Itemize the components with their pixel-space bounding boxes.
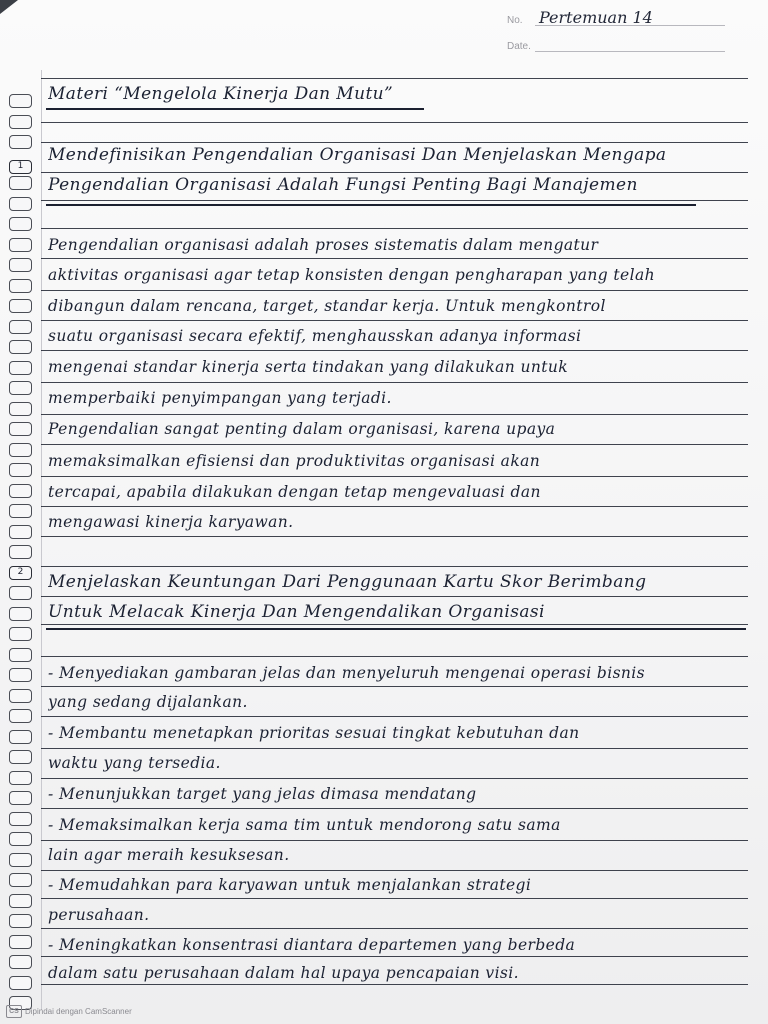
ruled-line xyxy=(41,142,748,143)
ruled-line xyxy=(41,778,748,779)
title-underline xyxy=(46,108,424,110)
ruled-line xyxy=(41,808,748,809)
camscanner-watermark xyxy=(6,1005,132,1018)
binding-ring xyxy=(9,709,32,723)
binding-ring xyxy=(9,894,32,908)
section-1-para-2-line-1: Pengendalian sangat penting dalam organisasi, karena upaya xyxy=(48,420,556,438)
ruled-line xyxy=(41,536,748,537)
binding-ring xyxy=(9,463,32,477)
camscanner-logo-icon: CS xyxy=(6,1005,22,1018)
binding-ring xyxy=(9,115,32,129)
binding-ring xyxy=(9,791,32,805)
ruled-line xyxy=(41,78,748,79)
ruled-line xyxy=(41,414,748,415)
ruled-line xyxy=(41,656,748,657)
ruled-line xyxy=(41,172,748,173)
ruled-line xyxy=(41,624,748,625)
section-1-para-1-line-5: mengenai standar kinerja serta tindakan yang dilakukan untuk xyxy=(48,358,569,376)
binding-ring xyxy=(9,238,32,252)
ruled-line xyxy=(41,898,748,899)
date-label: Date. xyxy=(507,41,531,52)
section-1-para-1-line-2: aktivitas organisasi agar tetap konsisten dengan pengharapan yang telah xyxy=(48,266,656,284)
margin-line xyxy=(41,70,42,1010)
bullet-1-line-1: - Menyediakan gambaran jelas dan menyeluruh mengenai operasi bisnis xyxy=(48,664,646,682)
bullet-6-line-1: - Meningkatkan konsentrasi diantara departemen yang berbeda xyxy=(48,936,576,954)
binding-ring xyxy=(9,402,32,416)
ruled-line xyxy=(41,716,748,717)
binding-ring xyxy=(9,320,32,334)
section-number-2: 2 xyxy=(9,566,32,580)
ruled-line xyxy=(41,956,748,957)
ruled-line xyxy=(41,596,748,597)
page-title: Materi “Mengelola Kinerja Dan Mutu” xyxy=(48,84,394,104)
ruled-line xyxy=(41,258,748,259)
section-1-heading-line-1: Mendefinisikan Pengendalian Organisasi Dan Menjelaskan Mengapa xyxy=(48,145,667,165)
binding-ring xyxy=(9,422,32,436)
binding-ring xyxy=(9,689,32,703)
binding-ring xyxy=(9,648,32,662)
binding-ring xyxy=(9,443,32,457)
binding-ring xyxy=(9,873,32,887)
page-header xyxy=(505,6,725,56)
section-2-heading-line-1: Menjelaskan Keuntungan Dari Penggunaan Kartu Skor Berimbang xyxy=(48,572,647,592)
ruled-line xyxy=(41,382,748,383)
binding-ring xyxy=(9,197,32,211)
section-1-heading-underline xyxy=(46,204,696,206)
section-1-para-1-line-3: dibangun dalam rencana, target, standar kerja. Untuk mengkontrol xyxy=(48,297,606,315)
binding-ring xyxy=(9,812,32,826)
binding-ring xyxy=(9,935,32,949)
binding-ring xyxy=(9,299,32,313)
bullet-6-line-2: dalam satu perusahaan dalam hal upaya pencapaian visi. xyxy=(48,964,519,982)
section-number-1: 1 xyxy=(9,160,32,174)
ruled-line xyxy=(41,476,748,477)
section-1-para-2-line-2: memaksimalkan efisiensi dan produktivitas organisasi akan xyxy=(48,452,541,470)
header-no-row xyxy=(505,6,725,28)
section-2-heading-line-2: Untuk Melacak Kinerja Dan Mengendalikan Organisasi xyxy=(48,602,545,622)
ruled-line xyxy=(41,840,748,841)
binding-ring xyxy=(9,361,32,375)
ruled-line xyxy=(41,686,748,687)
binding-ring xyxy=(9,525,32,539)
binding-ring xyxy=(9,176,32,190)
binding-ring xyxy=(9,976,32,990)
section-2-heading-underline xyxy=(46,628,746,630)
bullet-1-line-2: yang sedang dijalankan. xyxy=(48,693,248,711)
binding-ring xyxy=(9,545,32,559)
no-label: No. xyxy=(507,15,523,26)
binding-ring xyxy=(9,914,32,928)
header-date-row xyxy=(505,32,725,54)
ruled-line xyxy=(41,320,748,321)
binding-ring xyxy=(9,484,32,498)
ruled-line xyxy=(41,748,748,749)
binding-ring xyxy=(9,627,32,641)
section-1-para-1-line-1: Pengendalian organisasi adalah proses sistematis dalam mengatur xyxy=(48,236,599,254)
ruled-line xyxy=(41,228,748,229)
binding-ring xyxy=(9,258,32,272)
ruled-line xyxy=(41,984,748,985)
ruled-line xyxy=(41,200,748,201)
ruled-line xyxy=(41,444,748,445)
ruled-line xyxy=(41,290,748,291)
binding-ring xyxy=(9,668,32,682)
bullet-3-line-1: - Menunjukkan target yang jelas dimasa mendatang xyxy=(48,785,477,803)
bullet-2-line-1: - Membantu menetapkan prioritas sesuai tingkat kebutuhan dan xyxy=(48,724,580,742)
date-line xyxy=(535,51,725,52)
binding-ring xyxy=(9,750,32,764)
binding-ring xyxy=(9,832,32,846)
binding-ring xyxy=(9,853,32,867)
ruled-line xyxy=(41,122,748,123)
ruled-line xyxy=(41,350,748,351)
no-value: Pertemuan 14 xyxy=(539,8,653,27)
binding-ring xyxy=(9,607,32,621)
binding-ring xyxy=(9,217,32,231)
bullet-2-line-2: waktu yang tersedia. xyxy=(48,754,221,772)
section-1-para-1-line-4: suatu organisasi secara efektif, menghausskan adanya informasi xyxy=(48,327,582,345)
binding-ring xyxy=(9,504,32,518)
binding-ring xyxy=(9,730,32,744)
binding-ring xyxy=(9,279,32,293)
binding-ring xyxy=(9,381,32,395)
binding-ring xyxy=(9,135,32,149)
binding-ring xyxy=(9,94,32,108)
bullet-4-line-2: lain agar meraih kesuksesan. xyxy=(48,846,290,864)
ruled-line xyxy=(41,506,748,507)
ruled-line xyxy=(41,566,748,567)
section-1-para-2-line-4: mengawasi kinerja karyawan. xyxy=(48,513,294,531)
section-1-para-2-line-3: tercapai, apabila dilakukan dengan tetap mengevaluasi dan xyxy=(48,483,541,501)
binding-ring xyxy=(9,340,32,354)
binding-ring xyxy=(9,771,32,785)
section-1-para-1-line-6: memperbaiki penyimpangan yang terjadi. xyxy=(48,389,392,407)
binding-ring xyxy=(9,955,32,969)
ruled-line xyxy=(41,870,748,871)
bullet-5-line-2: perusahaan. xyxy=(48,906,150,924)
camscanner-text: Dipindai dengan CamScanner xyxy=(25,1007,132,1016)
spiral-binding xyxy=(0,0,44,1024)
section-1-heading-line-2: Pengendalian Organisasi Adalah Fungsi Penting Bagi Manajemen xyxy=(48,175,638,195)
bullet-5-line-1: - Memudahkan para karyawan untuk menjalankan strategi xyxy=(48,876,532,894)
binding-ring xyxy=(9,586,32,600)
bullet-4-line-1: - Memaksimalkan kerja sama tim untuk mendorong satu sama xyxy=(48,816,561,834)
ruled-line xyxy=(41,928,748,929)
